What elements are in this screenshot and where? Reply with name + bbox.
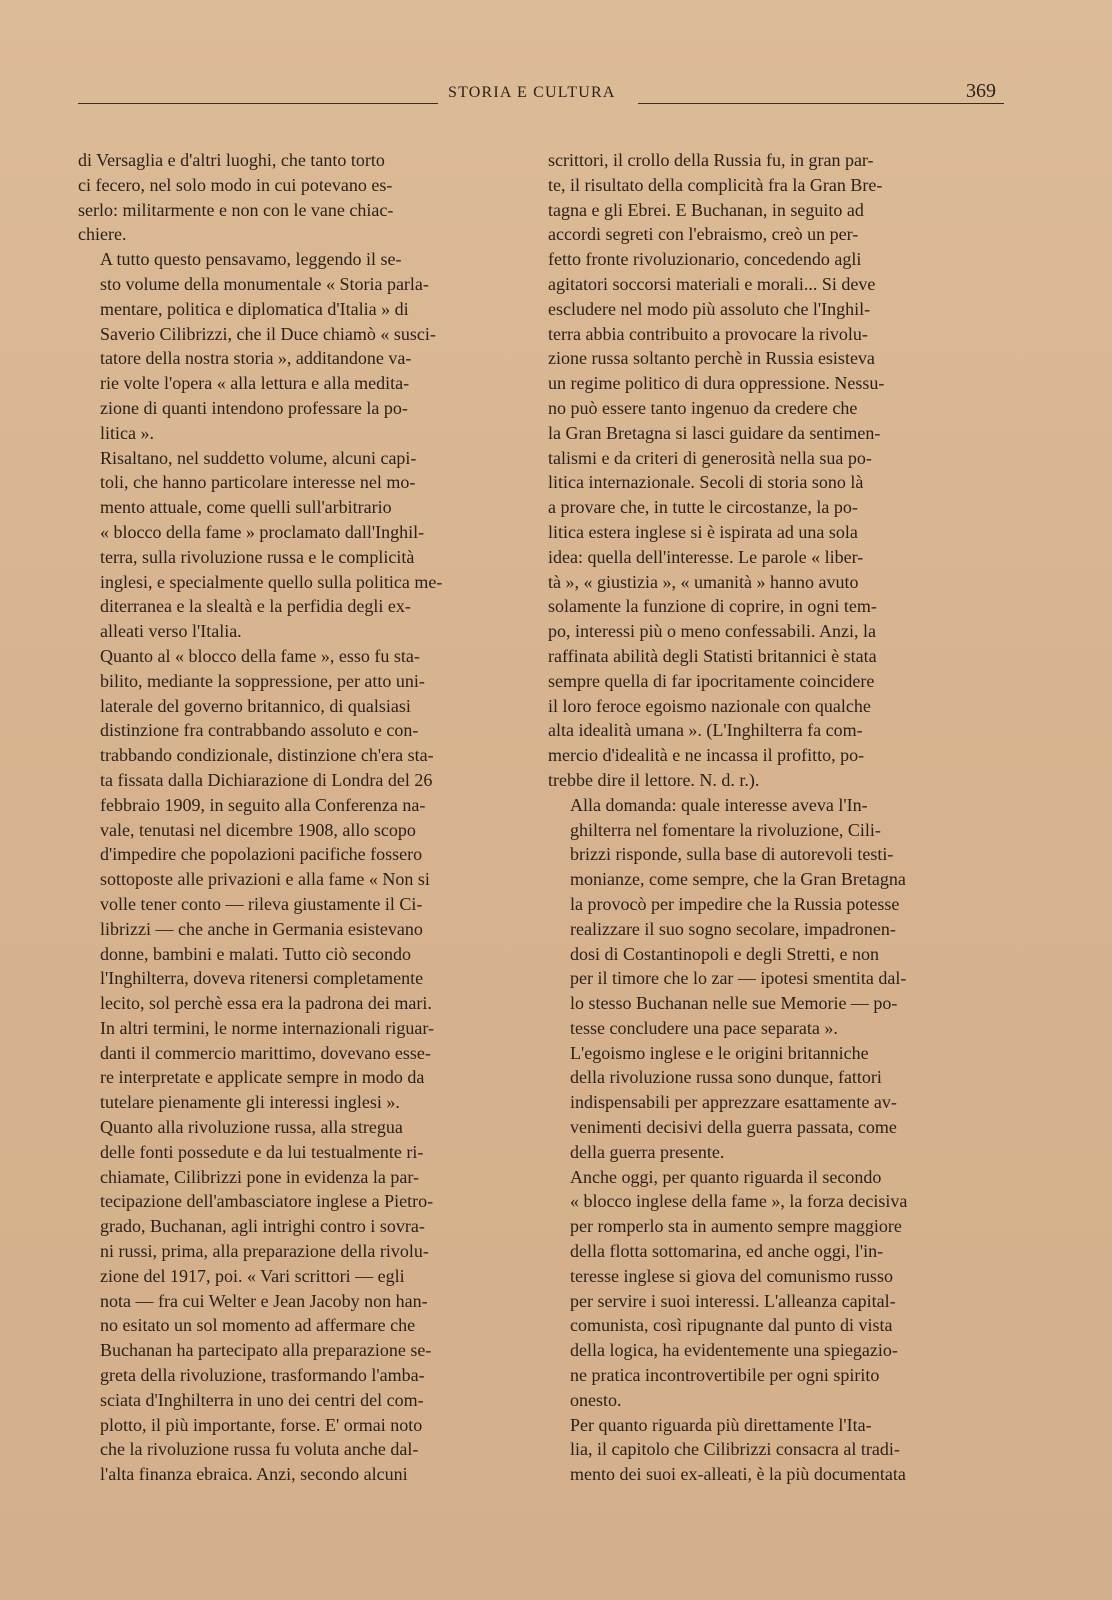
text-line: trabbando condizionale, distinzione ch'era sta- xyxy=(100,745,434,766)
text-line: un regime politico di dura oppressione. Nessu- xyxy=(548,373,885,394)
text-line: mercio d'idealità e ne incassa il profitto, po- xyxy=(548,745,865,766)
text-line: greta della rivoluzione, trasformando l'amba- xyxy=(100,1365,425,1386)
text-line: tesse concludere una pace separata ». xyxy=(570,1017,838,1038)
header-rule-right xyxy=(638,103,1004,104)
page-number: 369 xyxy=(966,80,996,102)
left-text-column xyxy=(78,148,518,1487)
paragraph xyxy=(78,247,518,445)
text-line: rie volte l'opera « alla lettura e alla medita- xyxy=(100,373,410,394)
text-line: mentare, politica e diplomatica d'Italia » di xyxy=(100,298,409,319)
text-line: il loro feroce egoismo nazionale con qualche xyxy=(548,695,871,716)
text-line: bilito, mediante la soppressione, per atto uni- xyxy=(100,670,425,691)
text-line: dosi di Costantinopoli e degli Stretti, e non xyxy=(570,943,879,964)
text-line: d'impedire che popolazioni pacifiche fossero xyxy=(100,844,423,865)
text-line: sto volume della monumentale « Storia parla- xyxy=(100,273,429,294)
text-line: Saverio Cilibrizzi, che il Duce chiamò « susci- xyxy=(100,323,436,344)
paragraph xyxy=(548,1041,1006,1165)
text-line: alleati verso l'Italia. xyxy=(100,621,242,642)
text-line: terra abbia contribuito a provocare la rivolu- xyxy=(548,323,868,344)
text-line: lecito, sol perchè essa era la padrona dei mari. xyxy=(100,993,432,1014)
paragraph xyxy=(78,446,518,644)
text-line: realizzare il suo sogno secolare, impadronen- xyxy=(570,918,896,939)
text-line: lia, il capitolo che Cilibrizzi consacra al tradi- xyxy=(570,1439,900,1460)
text-line: no esitato un sol momento ad affermare che xyxy=(100,1315,416,1336)
text-line: volle tener conto — rileva giustamente il Ci- xyxy=(100,893,423,914)
text-line: nota — fra cui Welter e Jean Jacoby non han- xyxy=(100,1290,428,1311)
text-line: l'Inghilterra, doveva ritenersi completamente xyxy=(100,968,424,989)
text-line: Quanto alla rivoluzione russa, alla stregua xyxy=(100,1117,403,1138)
text-line: danti il commercio marittimo, dovevano esse- xyxy=(100,1042,431,1063)
text-line: sempre quella di far ipocritamente coincidere xyxy=(548,670,875,691)
text-line: vale, tenutasi nel dicembre 1908, allo scopo xyxy=(100,819,416,840)
text-line: onesto. xyxy=(570,1389,622,1410)
text-line: talismi e da criteri di generosità nella sua po- xyxy=(548,447,872,468)
paragraph xyxy=(548,1413,1006,1487)
text-line: fetto fronte rivoluzionario, concedendo agli xyxy=(548,249,862,270)
text-line: Alla domanda: quale interesse aveva l'In- xyxy=(570,794,868,815)
text-line: la Gran Bretagna si lasci guidare da sentimen- xyxy=(548,422,881,443)
text-line: raffinata abilità degli Statisti britannici è stata xyxy=(548,645,877,666)
paragraph xyxy=(78,1115,518,1487)
paragraph xyxy=(78,148,518,247)
text-line: per romperlo sta in aumento sempre maggiore xyxy=(570,1216,902,1237)
text-line: sciata d'Inghilterra in uno dei centri del com- xyxy=(100,1389,424,1410)
text-line: della flotta sottomarina, ed anche oggi, l'in- xyxy=(570,1241,884,1262)
text-line: toli, che hanno particolare interesse nel mo- xyxy=(100,472,416,493)
text-line: librizzi — che anche in Germania esistevano xyxy=(100,918,423,939)
text-line: venimenti decisivi della guerra passata, come xyxy=(570,1117,897,1138)
text-line: l'alta finanza ebraica. Anzi, secondo alcuni xyxy=(100,1464,408,1485)
text-line: febbraio 1909, in seguito alla Conferenza na- xyxy=(100,794,426,815)
text-line: no può essere tanto ingenuo da credere che xyxy=(548,397,858,418)
text-line: Risaltano, nel suddetto volume, alcuni capi- xyxy=(100,447,417,468)
text-line: la provocò per impedire che la Russia potesse xyxy=(570,893,900,914)
text-line: chiere. xyxy=(78,224,127,245)
text-line: zione del 1917, poi. « Vari scrittori — egli xyxy=(100,1265,405,1286)
paragraph xyxy=(78,644,518,1115)
text-line: litica internazionale. Secoli di storia sono là xyxy=(548,472,864,493)
text-line: litica estera inglese si è ispirata ad una sola xyxy=(548,521,858,542)
text-line: delle fonti possedute e da lui testualmente ri- xyxy=(100,1141,424,1162)
text-line: Anche oggi, per quanto riguarda il secondo xyxy=(570,1166,882,1187)
running-head: STORIA E CULTURA xyxy=(448,84,616,101)
text-line: ne pratica incontrovertibile per ogni spirito xyxy=(570,1365,880,1386)
text-line: della logica, ha evidentemente una spiegazio- xyxy=(570,1340,898,1361)
text-line: tecipazione dell'ambasciatore inglese a Pietro- xyxy=(100,1191,434,1212)
text-line: teresse inglese si giova del comunismo russo xyxy=(570,1265,893,1286)
text-line: In altri termini, le norme internazionali riguar- xyxy=(100,1017,435,1038)
text-line: trebbe dire il lettore. N. d. r.). xyxy=(548,769,760,790)
text-line: ci fecero, nel solo modo in cui potevano es- xyxy=(78,174,393,195)
text-line: donne, bambini e malati. Tutto ciò secondo xyxy=(100,943,411,964)
text-line: « blocco della fame » proclamato dall'Inghil- xyxy=(100,521,425,542)
text-line: idea: quella dell'interesse. Le parole « liber- xyxy=(548,546,864,567)
text-line: solamente la funzione di coprire, in ogni tem- xyxy=(548,596,877,617)
text-line: monianze, come sempre, che la Gran Bretagna xyxy=(570,869,906,890)
text-line: escludere nel modo più assoluto che l'Inghil- xyxy=(548,298,871,319)
paragraph xyxy=(548,148,1006,793)
text-line: della rivoluzione russa sono dunque, fattori xyxy=(570,1067,882,1088)
text-line: mento attuale, come quelli sull'arbitrario xyxy=(100,497,392,518)
text-line: laterale del governo britannico, di qualsiasi xyxy=(100,695,411,716)
text-line: « blocco inglese della fame », la forza decisiva xyxy=(570,1191,908,1212)
text-line: lo stesso Buchanan nelle sue Memorie — po- xyxy=(570,993,898,1014)
text-line: distinzione fra contrabbando assoluto e con- xyxy=(100,720,419,741)
text-line: mento dei suoi ex-alleati, è la più documentata xyxy=(570,1464,906,1485)
text-line: grado, Buchanan, agli intrighi contro i sovra- xyxy=(100,1216,425,1237)
text-line: indispensabili per apprezzare esattamente av- xyxy=(570,1092,897,1113)
text-line: Buchanan ha partecipato alla preparazione se- xyxy=(100,1340,432,1361)
text-line: serlo: militarmente e non con le vane chiac- xyxy=(78,199,394,220)
text-line: re interpretate e applicate sempre in modo da xyxy=(100,1067,425,1088)
text-line: scrittori, il crollo della Russia fu, in gran par- xyxy=(548,150,874,170)
text-line: di Versaglia e d'altri luoghi, che tanto torto xyxy=(78,150,385,170)
header-rule-left xyxy=(78,103,438,104)
text-line: Quanto al « blocco della fame », esso fu sta- xyxy=(100,645,420,666)
text-line: comunista, così ripugnante dal punto di vista xyxy=(570,1315,893,1336)
text-line: zione di quanti intendono professare la po- xyxy=(100,397,408,418)
text-line: chiamate, Cilibrizzi pone in evidenza la par- xyxy=(100,1166,419,1187)
text-line: brizzi risponde, sulla base di autorevoli testi- xyxy=(570,844,894,865)
right-text-column xyxy=(548,148,1006,1487)
text-line: accordi segreti con l'ebraismo, creò un per- xyxy=(548,224,859,245)
text-line: ni russi, prima, alla preparazione della rivolu- xyxy=(100,1241,429,1262)
text-line: tà », « giustizia », « umanità » hanno avuto xyxy=(548,571,859,592)
text-line: tatore della nostra storia », additandone va- xyxy=(100,348,412,369)
text-line: A tutto questo pensavamo, leggendo il se- xyxy=(100,249,402,270)
text-line: terra, sulla rivoluzione russa e le complicità xyxy=(100,546,415,567)
text-line: po, interessi più o meno confessabili. Anzi, la xyxy=(548,621,876,642)
paragraph xyxy=(548,793,1006,1041)
text-line: ghilterra nel fomentare la rivoluzione, Cili- xyxy=(570,819,881,840)
text-line: L'egoismo inglese e le origini britanniche xyxy=(570,1042,869,1063)
text-line: tagna e gli Ebrei. E Buchanan, in seguito ad xyxy=(548,199,864,220)
text-line: della guerra presente. xyxy=(570,1141,725,1162)
text-line: zione russa soltanto perchè in Russia esisteva xyxy=(548,348,875,369)
text-line: diterranea e la slealtà e la perfidia degli ex- xyxy=(100,596,411,617)
text-line: tutelare pienamente gli interessi inglesi ». xyxy=(100,1092,400,1113)
paragraph xyxy=(548,1165,1006,1413)
text-line: plotto, il più importante, forse. E' ormai noto xyxy=(100,1414,423,1435)
text-line: a provare che, in tutte le circostanze, la po- xyxy=(548,497,858,518)
text-line: te, il risultato della complicità fra la Gran Bre- xyxy=(548,174,883,195)
text-line: sottoposte alle privazioni e alla fame « Non si xyxy=(100,869,430,890)
text-line: agitatori soccorsi materiali e morali... Si deve xyxy=(548,273,876,294)
text-line: ta fissata dalla Dichiarazione di Londra del 26 xyxy=(100,769,433,790)
text-line: inglesi, e specialmente quello sulla politica me- xyxy=(100,571,443,592)
text-line: Per quanto riguarda più direttamente l'Ita- xyxy=(570,1414,872,1435)
text-line: litica ». xyxy=(100,422,154,443)
text-line: alta idealità umana ». (L'Inghilterra fa com- xyxy=(548,720,863,741)
text-line: che la rivoluzione russa fu voluta anche dal- xyxy=(100,1439,419,1460)
text-line: per servire i suoi interessi. L'alleanza capital- xyxy=(570,1290,896,1311)
text-line: per il timore che lo zar — ipotesi smentita dal- xyxy=(570,968,907,989)
page-header xyxy=(78,80,1004,110)
